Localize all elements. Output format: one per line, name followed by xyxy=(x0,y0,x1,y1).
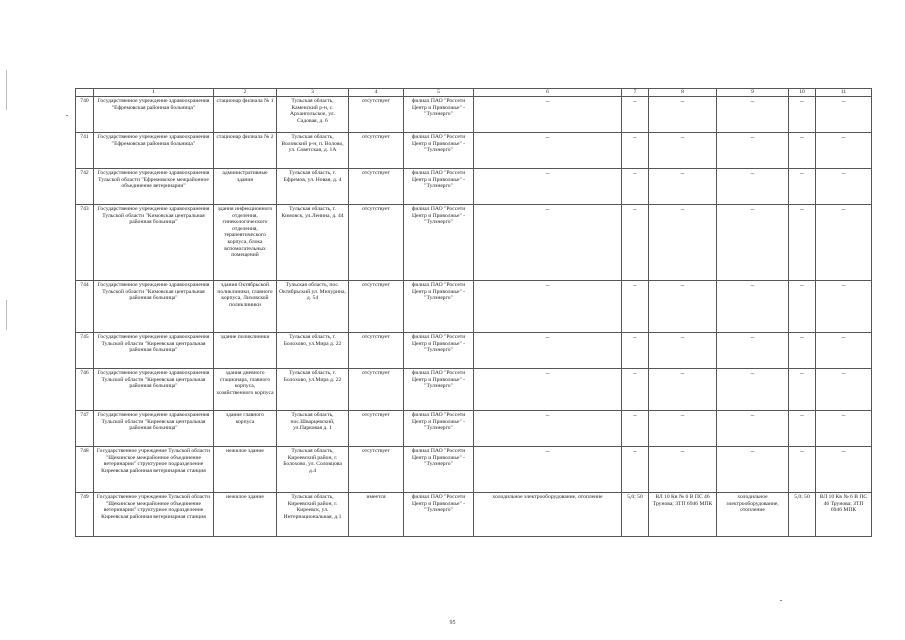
dash-cell: – xyxy=(717,333,789,369)
table-cell: Тульская область, г. Болохово, ул.Мира д. 22 xyxy=(277,333,349,369)
dash-cell: – xyxy=(649,369,717,411)
dash-cell: – xyxy=(622,369,649,411)
table-cell: отсутствует xyxy=(349,333,404,369)
dash-cell: – xyxy=(622,97,649,133)
dash-cell: – xyxy=(622,205,649,281)
header-cell: 10 xyxy=(789,89,816,97)
table-cell: Государственное учреждение здравоохранения Тульской области "Киреевская центральная районная больница" xyxy=(94,411,214,447)
dash-cell: – xyxy=(789,369,816,411)
table-cell: отсутствует xyxy=(349,369,404,411)
dash-cell: – xyxy=(649,333,717,369)
table-cell: холодильное электрооборудование, отопление xyxy=(717,493,789,537)
row-number: 743 xyxy=(76,205,94,281)
row-number: 746 xyxy=(76,369,94,411)
table-cell: отсутствует xyxy=(349,169,404,205)
margin-mark xyxy=(6,300,7,330)
table-cell: здание главного корпуса xyxy=(214,411,277,447)
dash-cell: – xyxy=(474,447,622,493)
table-cell: Тульская область, Киреевский район, г. Болохово, ул. Соловцова д.4 xyxy=(277,447,349,493)
table-cell: Государственное учреждение здравоохранения "Ефремовская районная больница" xyxy=(94,133,214,169)
row-number: 747 xyxy=(76,411,94,447)
dash-cell: – xyxy=(816,447,872,493)
dash-cell: – xyxy=(474,169,622,205)
header-cell: 9 xyxy=(717,89,789,97)
header-cell: 4 xyxy=(349,89,404,97)
table-cell: филиал ПАО "Россети Центр и Приволжье" - "Тулэнерго" xyxy=(404,333,474,369)
table-cell: имеется xyxy=(349,493,404,537)
dash-cell: – xyxy=(474,133,622,169)
table-cell: филиал ПАО "Россети Центр и Приволжье" - "Тулэнерго" xyxy=(404,97,474,133)
scan-dot xyxy=(66,115,68,116)
dash-cell: – xyxy=(474,281,622,333)
dash-cell: – xyxy=(816,169,872,205)
header-cell: 7 xyxy=(622,89,649,97)
dash-cell: – xyxy=(717,97,789,133)
dash-cell: – xyxy=(649,133,717,169)
header-cell: 1 xyxy=(94,89,214,97)
table-row xyxy=(76,97,872,133)
dash-cell: – xyxy=(717,411,789,447)
table-cell: стационар филиала № 2 xyxy=(214,133,277,169)
dash-cell: – xyxy=(717,369,789,411)
header-cell: 6 xyxy=(474,89,622,97)
register-table xyxy=(75,88,872,537)
table-cell: здания Октябрьской поликлиники, главного корпуса, Лиховской поликлиники xyxy=(214,281,277,333)
table-cell: отсутствует xyxy=(349,205,404,281)
table-cell: отсутствует xyxy=(349,97,404,133)
row-number: 740 xyxy=(76,97,94,133)
header-cell: 2 xyxy=(214,89,277,97)
table-row xyxy=(76,281,872,333)
dash-cell: – xyxy=(622,411,649,447)
dash-cell: – xyxy=(717,205,789,281)
table-cell: филиал ПАО "Россети Центр и Приволжье" - "Тулэнерго" xyxy=(404,133,474,169)
table-row xyxy=(76,133,872,169)
table-row xyxy=(76,169,872,205)
table-cell: отсутствует xyxy=(349,133,404,169)
dash-cell: – xyxy=(789,281,816,333)
dash-cell: – xyxy=(649,447,717,493)
table-row xyxy=(76,411,872,447)
dash-cell: – xyxy=(649,97,717,133)
table-cell: холодильное электрооборудование, отопление xyxy=(474,493,622,537)
dash-cell: – xyxy=(622,169,649,205)
row-number: 742 xyxy=(76,169,94,205)
dash-cell: – xyxy=(649,281,717,333)
table-cell: 5,0; 50 xyxy=(622,493,649,537)
dash-cell: – xyxy=(789,169,816,205)
dash-cell: – xyxy=(717,281,789,333)
row-number: 748 xyxy=(76,447,94,493)
table-cell: Тульская область, пос.Шварцевский, ул.Парковая д. 1 xyxy=(277,411,349,447)
table-row xyxy=(76,205,872,281)
dash-cell: – xyxy=(649,169,717,205)
table-cell: Государственное учреждение здравоохранения "Ефремовская районная больница" xyxy=(94,97,214,133)
dash-cell: – xyxy=(816,133,872,169)
header-cell: 3 xyxy=(277,89,349,97)
header-cell-blank xyxy=(76,89,94,97)
dash-cell: – xyxy=(816,411,872,447)
dash-cell: – xyxy=(789,133,816,169)
table-cell: Государственное учреждение здравоохранения Тульской области "Киреевская центральная районная больница" xyxy=(94,369,214,411)
page-number: 95 xyxy=(449,620,456,626)
dash-cell: – xyxy=(649,205,717,281)
row-number: 745 xyxy=(76,333,94,369)
table-cell: филиал ПАО "Россети Центр и Приволжье" - "Тулэнерго" xyxy=(404,493,474,537)
table-cell: отсутствует xyxy=(349,281,404,333)
dash-cell: – xyxy=(789,411,816,447)
document-sheet xyxy=(75,88,871,537)
table-cell: филиал ПАО "Россети Центр и Приволжье" - "Тулэнерго" xyxy=(404,205,474,281)
dash-cell: – xyxy=(717,169,789,205)
table-cell: Государственное учреждение Тульской области "Щекинское межрайонное объединение ветеринарии" структурное подразделение Киреевская районная ветеринарная станция xyxy=(94,493,214,537)
dash-cell: – xyxy=(816,97,872,133)
dash-cell: – xyxy=(789,333,816,369)
dash-cell: – xyxy=(789,447,816,493)
table-cell: филиал ПАО "Россети Центр и Приволжье" - "Тулэнерго" xyxy=(404,369,474,411)
dash-cell: – xyxy=(649,411,717,447)
dash-cell: – xyxy=(717,447,789,493)
header-cell: 8 xyxy=(649,89,717,97)
row-number: 741 xyxy=(76,133,94,169)
dash-cell: – xyxy=(816,205,872,281)
row-number: 744 xyxy=(76,281,94,333)
table-cell: Государственное учреждение здравоохранения Тульской области "Ефремовское межрайонное объединение ветеринарии" xyxy=(94,169,214,205)
table-cell: Тульская область, г. Кимовск, ул.Ленина, д. 44 xyxy=(277,205,349,281)
dash-cell: – xyxy=(816,333,872,369)
dash-cell: – xyxy=(622,333,649,369)
table-cell: Тульская область, г. Ефремов, ул. Новая, д. 4 xyxy=(277,169,349,205)
table-cell: филиал ПАО "Россети Центр и Приволжье" - "Тулэнерго" xyxy=(404,447,474,493)
table-cell: Государственное учреждение здравоохранения Тульской области "Кимовская центральная районная больница" xyxy=(94,281,214,333)
table-row xyxy=(76,493,872,537)
table-cell: филиал ПАО "Россети Центр и Приволжье" - "Тулэнерго" xyxy=(404,169,474,205)
table-cell: филиал ПАО "Россети Центр и Приволжье" - "Тулэнерго" xyxy=(404,411,474,447)
header-cell: 11 xyxy=(816,89,872,97)
dash-cell: – xyxy=(622,133,649,169)
dash-cell: – xyxy=(816,369,872,411)
dash-cell: – xyxy=(474,205,622,281)
table-cell: 5,0; 50 xyxy=(789,493,816,537)
dash-cell: – xyxy=(622,447,649,493)
dash-cell: – xyxy=(717,133,789,169)
table-cell: нежилое здание xyxy=(214,493,277,537)
table-cell: Тульская область, Каменский р-н, с. Архангельское, ул. Садовая, д. 6 xyxy=(277,97,349,133)
dash-cell: – xyxy=(474,411,622,447)
scan-dot xyxy=(780,600,782,601)
table-cell: Государственное учреждение здравоохранения Тульской области "Кимовская центральная районная больница" xyxy=(94,205,214,281)
dash-cell: – xyxy=(474,369,622,411)
table-cell: здание поликлиники xyxy=(214,333,277,369)
table-cell: стационар филиала № 1 xyxy=(214,97,277,133)
table-cell: отсутствует xyxy=(349,411,404,447)
table-cell: ВЛ 10 Кв № 6 В ПС 46 Трунова; ЗТП 6946 МПК xyxy=(649,493,717,537)
table-cell: нежилое здание xyxy=(214,447,277,493)
header-row xyxy=(76,89,872,97)
table-cell: Тульская область, Киреевский район, г. Киреевск, ул. Интернациональная, д.1 xyxy=(277,493,349,537)
dash-cell: – xyxy=(789,97,816,133)
table-cell: Государственное учреждение здравоохранения Тульской области "Киреевская центральная районная больница" xyxy=(94,333,214,369)
dash-cell: – xyxy=(474,97,622,133)
dash-cell: – xyxy=(622,281,649,333)
table-cell: административные здания xyxy=(214,169,277,205)
table-cell: Тульская область, пос. Октябрьский ул. Мичурина, д. 54 xyxy=(277,281,349,333)
dash-cell: – xyxy=(789,205,816,281)
row-number: 749 xyxy=(76,493,94,537)
table-row xyxy=(76,369,872,411)
table-cell: Тульская область, г. Болохово, ул.Мира д. 22 xyxy=(277,369,349,411)
table-cell: Государственное учреждение Тульской области "Щекинское межрайонное объединение ветеринарии" структурное подразделение Киреевская районная ветеринарная станция xyxy=(94,447,214,493)
table-cell: Тульская область, Воловский р-н, п. Волово, ул. Советская, д. 1А xyxy=(277,133,349,169)
table-cell: отсутствует xyxy=(349,447,404,493)
margin-mark xyxy=(6,70,7,110)
table-row xyxy=(76,447,872,493)
table-row xyxy=(76,333,872,369)
table-cell: филиал ПАО "Россети Центр и Приволжье" - "Тулэнерго" xyxy=(404,281,474,333)
table-cell: здания дневного стационара, главного корпуса, хозяйственного корпуса xyxy=(214,369,277,411)
table-cell: здания инфекционного отделения, гинекологического отделения, терапевтического корпуса, блока вспомогательных помещений xyxy=(214,205,277,281)
dash-cell: – xyxy=(816,281,872,333)
table-cell: ВЛ 10 Кв № 6 В ПС 46 Трунова; ЗТП 6946 МПК xyxy=(816,493,872,537)
header-cell: 5 xyxy=(404,89,474,97)
dash-cell: – xyxy=(474,333,622,369)
